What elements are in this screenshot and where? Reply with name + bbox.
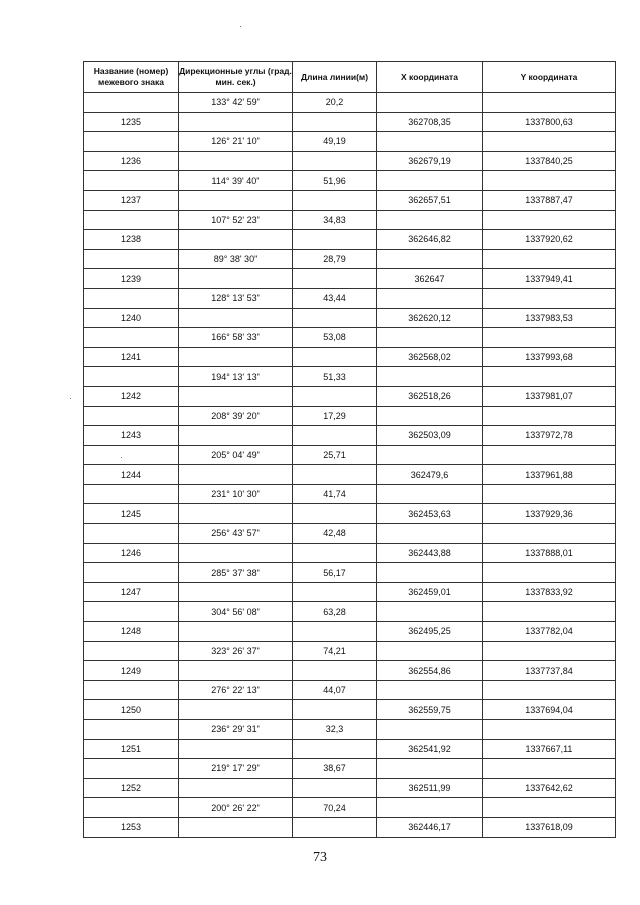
- cell-bearing-angle: [179, 386, 293, 406]
- cell-line-length: 38,67: [293, 759, 377, 779]
- cell-line-length: [293, 151, 377, 171]
- cell-bearing-angle: 323° 26' 37": [179, 641, 293, 661]
- cell-bearing-angle: 256° 43' 57": [179, 524, 293, 544]
- cell-y-coordinate: 1337642,62: [483, 778, 616, 798]
- cell-mark-name: 1249: [84, 661, 179, 681]
- cell-bearing-angle: [179, 347, 293, 367]
- cell-line-length: [293, 426, 377, 446]
- cell-bearing-angle: [179, 582, 293, 602]
- table-row: [84, 543, 616, 563]
- cell-x-coordinate: [377, 720, 483, 740]
- cell-mark-name: 1248: [84, 622, 179, 642]
- cell-line-length: 51,33: [293, 367, 377, 387]
- cell-mark-name: [84, 524, 179, 544]
- cell-bearing-angle: [179, 739, 293, 759]
- cell-y-coordinate: [483, 445, 616, 465]
- cell-line-length: [293, 190, 377, 210]
- header-line-length: Длина линии(м): [293, 62, 377, 93]
- cell-y-coordinate: [483, 171, 616, 191]
- table-row: [84, 386, 616, 406]
- cell-y-coordinate: 1337961,88: [483, 465, 616, 485]
- boundary-marks-table: [83, 61, 616, 838]
- cell-mark-name: [84, 406, 179, 426]
- cell-y-coordinate: [483, 680, 616, 700]
- header-y-coordinate: Y координата: [483, 62, 616, 93]
- cell-bearing-angle: 231° 10' 30": [179, 484, 293, 504]
- cell-line-length: [293, 700, 377, 720]
- cell-mark-name: [84, 445, 179, 465]
- cell-line-length: 28,79: [293, 249, 377, 269]
- cell-bearing-angle: 304° 56' 08": [179, 602, 293, 622]
- cell-bearing-angle: [179, 308, 293, 328]
- cell-line-length: 32,3: [293, 720, 377, 740]
- table-row: [84, 112, 616, 132]
- cell-x-coordinate: 362568,02: [377, 347, 483, 367]
- cell-mark-name: [84, 93, 179, 113]
- cell-line-length: 20,2: [293, 93, 377, 113]
- cell-mark-name: 1251: [84, 739, 179, 759]
- cell-mark-name: 1247: [84, 582, 179, 602]
- cell-mark-name: 1237: [84, 190, 179, 210]
- cell-x-coordinate: 362443,88: [377, 543, 483, 563]
- table-row: [84, 151, 616, 171]
- cell-line-length: [293, 308, 377, 328]
- cell-line-length: 56,17: [293, 563, 377, 583]
- cell-bearing-angle: 114° 39' 40": [179, 171, 293, 191]
- cell-y-coordinate: 1337920,62: [483, 230, 616, 250]
- cell-x-coordinate: 362479,6: [377, 465, 483, 485]
- cell-mark-name: [84, 563, 179, 583]
- table-row: [84, 406, 616, 426]
- cell-mark-name: [84, 484, 179, 504]
- cell-line-length: [293, 817, 377, 837]
- cell-y-coordinate: 1337983,53: [483, 308, 616, 328]
- cell-mark-name: 1250: [84, 700, 179, 720]
- cell-y-coordinate: [483, 798, 616, 818]
- cell-y-coordinate: [483, 406, 616, 426]
- cell-x-coordinate: [377, 288, 483, 308]
- cell-y-coordinate: [483, 210, 616, 230]
- cell-y-coordinate: 1337694,04: [483, 700, 616, 720]
- header-mark-name: Название (номер) межевого знака: [84, 62, 179, 93]
- table-row: [84, 680, 616, 700]
- cell-bearing-angle: [179, 112, 293, 132]
- cell-bearing-angle: [179, 504, 293, 524]
- table-row: [84, 465, 616, 485]
- cell-y-coordinate: 1337972,78: [483, 426, 616, 446]
- cell-y-coordinate: [483, 288, 616, 308]
- cell-mark-name: [84, 171, 179, 191]
- table-header-row: [84, 62, 616, 93]
- cell-bearing-angle: [179, 190, 293, 210]
- cell-bearing-angle: 205° 04' 49": [179, 445, 293, 465]
- cell-mark-name: [84, 367, 179, 387]
- table-row: [84, 93, 616, 113]
- cell-bearing-angle: [179, 230, 293, 250]
- cell-line-length: 63,28: [293, 602, 377, 622]
- cell-bearing-angle: [179, 269, 293, 289]
- cell-bearing-angle: 107° 52' 23": [179, 210, 293, 230]
- cell-bearing-angle: [179, 700, 293, 720]
- cell-mark-name: 1252: [84, 778, 179, 798]
- cell-bearing-angle: 276° 22' 13": [179, 680, 293, 700]
- cell-y-coordinate: 1337800,63: [483, 112, 616, 132]
- cell-x-coordinate: 362541,92: [377, 739, 483, 759]
- table-row: [84, 563, 616, 583]
- cell-line-length: [293, 504, 377, 524]
- table-row: [84, 524, 616, 544]
- table-row: [84, 778, 616, 798]
- cell-x-coordinate: 362554,86: [377, 661, 483, 681]
- cell-mark-name: [84, 328, 179, 348]
- cell-line-length: [293, 269, 377, 289]
- cell-x-coordinate: 362446,17: [377, 817, 483, 837]
- table-row: [84, 288, 616, 308]
- table-row: [84, 249, 616, 269]
- cell-line-length: 41,74: [293, 484, 377, 504]
- table-row: [84, 269, 616, 289]
- cell-x-coordinate: 362646,82: [377, 230, 483, 250]
- cell-x-coordinate: [377, 210, 483, 230]
- cell-x-coordinate: [377, 132, 483, 152]
- cell-bearing-angle: 200° 26' 22": [179, 798, 293, 818]
- cell-bearing-angle: 128° 13' 53": [179, 288, 293, 308]
- cell-y-coordinate: [483, 367, 616, 387]
- cell-bearing-angle: 89° 38' 30": [179, 249, 293, 269]
- cell-y-coordinate: [483, 484, 616, 504]
- table-row: [84, 504, 616, 524]
- cell-mark-name: 1242: [84, 386, 179, 406]
- cell-x-coordinate: [377, 484, 483, 504]
- cell-bearing-angle: 126° 21' 10": [179, 132, 293, 152]
- cell-line-length: [293, 230, 377, 250]
- cell-y-coordinate: 1337929,36: [483, 504, 616, 524]
- header-x-coordinate: X координата: [377, 62, 483, 93]
- cell-x-coordinate: [377, 524, 483, 544]
- cell-x-coordinate: 362511,99: [377, 778, 483, 798]
- cell-line-length: [293, 347, 377, 367]
- cell-y-coordinate: 1337667,11: [483, 739, 616, 759]
- cell-x-coordinate: 362620,12: [377, 308, 483, 328]
- cell-y-coordinate: 1337737,84: [483, 661, 616, 681]
- cell-y-coordinate: [483, 524, 616, 544]
- cell-x-coordinate: [377, 798, 483, 818]
- cell-y-coordinate: 1337833,92: [483, 582, 616, 602]
- cell-bearing-angle: [179, 661, 293, 681]
- cell-bearing-angle: [179, 151, 293, 171]
- cell-line-length: [293, 543, 377, 563]
- cell-bearing-angle: [179, 622, 293, 642]
- table-row: [84, 328, 616, 348]
- cell-line-length: 42,48: [293, 524, 377, 544]
- cell-y-coordinate: [483, 249, 616, 269]
- cell-y-coordinate: 1337888,01: [483, 543, 616, 563]
- cell-bearing-angle: 236° 29' 31": [179, 720, 293, 740]
- cell-x-coordinate: 362518,26: [377, 386, 483, 406]
- table-row: [84, 641, 616, 661]
- page-number: 73: [313, 850, 327, 865]
- cell-mark-name: [84, 132, 179, 152]
- cell-line-length: 43,44: [293, 288, 377, 308]
- cell-line-length: 74,21: [293, 641, 377, 661]
- table-row: [84, 190, 616, 210]
- cell-x-coordinate: [377, 93, 483, 113]
- header-bearing-angle: Дирекционные углы (град. мин. сек.): [179, 62, 293, 93]
- cell-line-length: 34,83: [293, 210, 377, 230]
- table-row: [84, 210, 616, 230]
- cell-bearing-angle: [179, 817, 293, 837]
- table-row: [84, 817, 616, 837]
- cell-mark-name: [84, 680, 179, 700]
- cell-bearing-angle: [179, 465, 293, 485]
- scan-speck: [240, 26, 241, 27]
- cell-y-coordinate: 1337981,07: [483, 386, 616, 406]
- cell-mark-name: 1253: [84, 817, 179, 837]
- cell-bearing-angle: [179, 778, 293, 798]
- cell-line-length: [293, 112, 377, 132]
- cell-mark-name: [84, 249, 179, 269]
- cell-y-coordinate: 1337949,41: [483, 269, 616, 289]
- cell-y-coordinate: 1337993,68: [483, 347, 616, 367]
- cell-x-coordinate: 362679,19: [377, 151, 483, 171]
- cell-line-length: 25,71: [293, 445, 377, 465]
- cell-line-length: [293, 778, 377, 798]
- cell-mark-name: 1245: [84, 504, 179, 524]
- cell-y-coordinate: [483, 720, 616, 740]
- cell-y-coordinate: [483, 563, 616, 583]
- cell-bearing-angle: 133° 42' 59": [179, 93, 293, 113]
- cell-line-length: 49,19: [293, 132, 377, 152]
- table-body: [84, 93, 616, 838]
- cell-x-coordinate: [377, 680, 483, 700]
- table-row: [84, 582, 616, 602]
- cell-y-coordinate: [483, 759, 616, 779]
- cell-y-coordinate: [483, 602, 616, 622]
- scan-speck: [70, 398, 71, 399]
- cell-y-coordinate: [483, 641, 616, 661]
- cell-mark-name: [84, 720, 179, 740]
- cell-x-coordinate: 362559,75: [377, 700, 483, 720]
- table-row: [84, 171, 616, 191]
- table-row: [84, 700, 616, 720]
- cell-mark-name: 1239: [84, 269, 179, 289]
- table-row: [84, 347, 616, 367]
- cell-x-coordinate: [377, 445, 483, 465]
- cell-line-length: 44,07: [293, 680, 377, 700]
- cell-mark-name: [84, 210, 179, 230]
- cell-bearing-angle: 219° 17' 29": [179, 759, 293, 779]
- cell-line-length: [293, 465, 377, 485]
- cell-x-coordinate: 362453,63: [377, 504, 483, 524]
- cell-mark-name: 1238: [84, 230, 179, 250]
- cell-line-length: [293, 661, 377, 681]
- cell-mark-name: 1241: [84, 347, 179, 367]
- cell-line-length: [293, 739, 377, 759]
- cell-mark-name: 1235: [84, 112, 179, 132]
- cell-y-coordinate: [483, 93, 616, 113]
- cell-mark-name: 1246: [84, 543, 179, 563]
- cell-y-coordinate: [483, 132, 616, 152]
- cell-y-coordinate: [483, 328, 616, 348]
- cell-line-length: 70,24: [293, 798, 377, 818]
- table-row: [84, 602, 616, 622]
- scan-speck: [121, 457, 122, 458]
- cell-mark-name: [84, 288, 179, 308]
- cell-x-coordinate: [377, 171, 483, 191]
- cell-bearing-angle: [179, 543, 293, 563]
- cell-mark-name: [84, 602, 179, 622]
- table-row: [84, 661, 616, 681]
- cell-y-coordinate: 1337887,47: [483, 190, 616, 210]
- cell-line-length: [293, 386, 377, 406]
- cell-line-length: [293, 622, 377, 642]
- cell-bearing-angle: 285° 37' 38": [179, 563, 293, 583]
- table-row: [84, 798, 616, 818]
- table-row: [84, 759, 616, 779]
- cell-x-coordinate: [377, 641, 483, 661]
- table-row: [84, 308, 616, 328]
- cell-x-coordinate: [377, 406, 483, 426]
- cell-x-coordinate: 362459,01: [377, 582, 483, 602]
- cell-mark-name: [84, 641, 179, 661]
- cell-mark-name: 1244: [84, 465, 179, 485]
- table-row: [84, 484, 616, 504]
- table-row: [84, 230, 616, 250]
- cell-x-coordinate: 362495,25: [377, 622, 483, 642]
- cell-y-coordinate: 1337840,25: [483, 151, 616, 171]
- cell-x-coordinate: 362503,09: [377, 426, 483, 446]
- cell-x-coordinate: [377, 602, 483, 622]
- cell-x-coordinate: [377, 759, 483, 779]
- cell-mark-name: [84, 798, 179, 818]
- table-row: [84, 739, 616, 759]
- cell-y-coordinate: 1337618,09: [483, 817, 616, 837]
- cell-bearing-angle: [179, 426, 293, 446]
- table-row: [84, 367, 616, 387]
- cell-bearing-angle: 208° 39' 20": [179, 406, 293, 426]
- table-row: [84, 720, 616, 740]
- cell-x-coordinate: 362647: [377, 269, 483, 289]
- table-row: [84, 622, 616, 642]
- cell-mark-name: 1236: [84, 151, 179, 171]
- cell-x-coordinate: [377, 367, 483, 387]
- cell-mark-name: 1240: [84, 308, 179, 328]
- cell-line-length: [293, 582, 377, 602]
- cell-bearing-angle: 194° 13' 13": [179, 367, 293, 387]
- cell-mark-name: [84, 759, 179, 779]
- cell-bearing-angle: 166° 58' 33": [179, 328, 293, 348]
- cell-y-coordinate: 1337782,04: [483, 622, 616, 642]
- cell-mark-name: 1243: [84, 426, 179, 446]
- table-row: [84, 426, 616, 446]
- cell-x-coordinate: 362708,35: [377, 112, 483, 132]
- cell-x-coordinate: [377, 328, 483, 348]
- cell-x-coordinate: [377, 249, 483, 269]
- table-row: [84, 132, 616, 152]
- cell-x-coordinate: 362657,51: [377, 190, 483, 210]
- cell-line-length: 51,96: [293, 171, 377, 191]
- table-row: [84, 445, 616, 465]
- cell-line-length: 53,08: [293, 328, 377, 348]
- cell-line-length: 17,29: [293, 406, 377, 426]
- cell-x-coordinate: [377, 563, 483, 583]
